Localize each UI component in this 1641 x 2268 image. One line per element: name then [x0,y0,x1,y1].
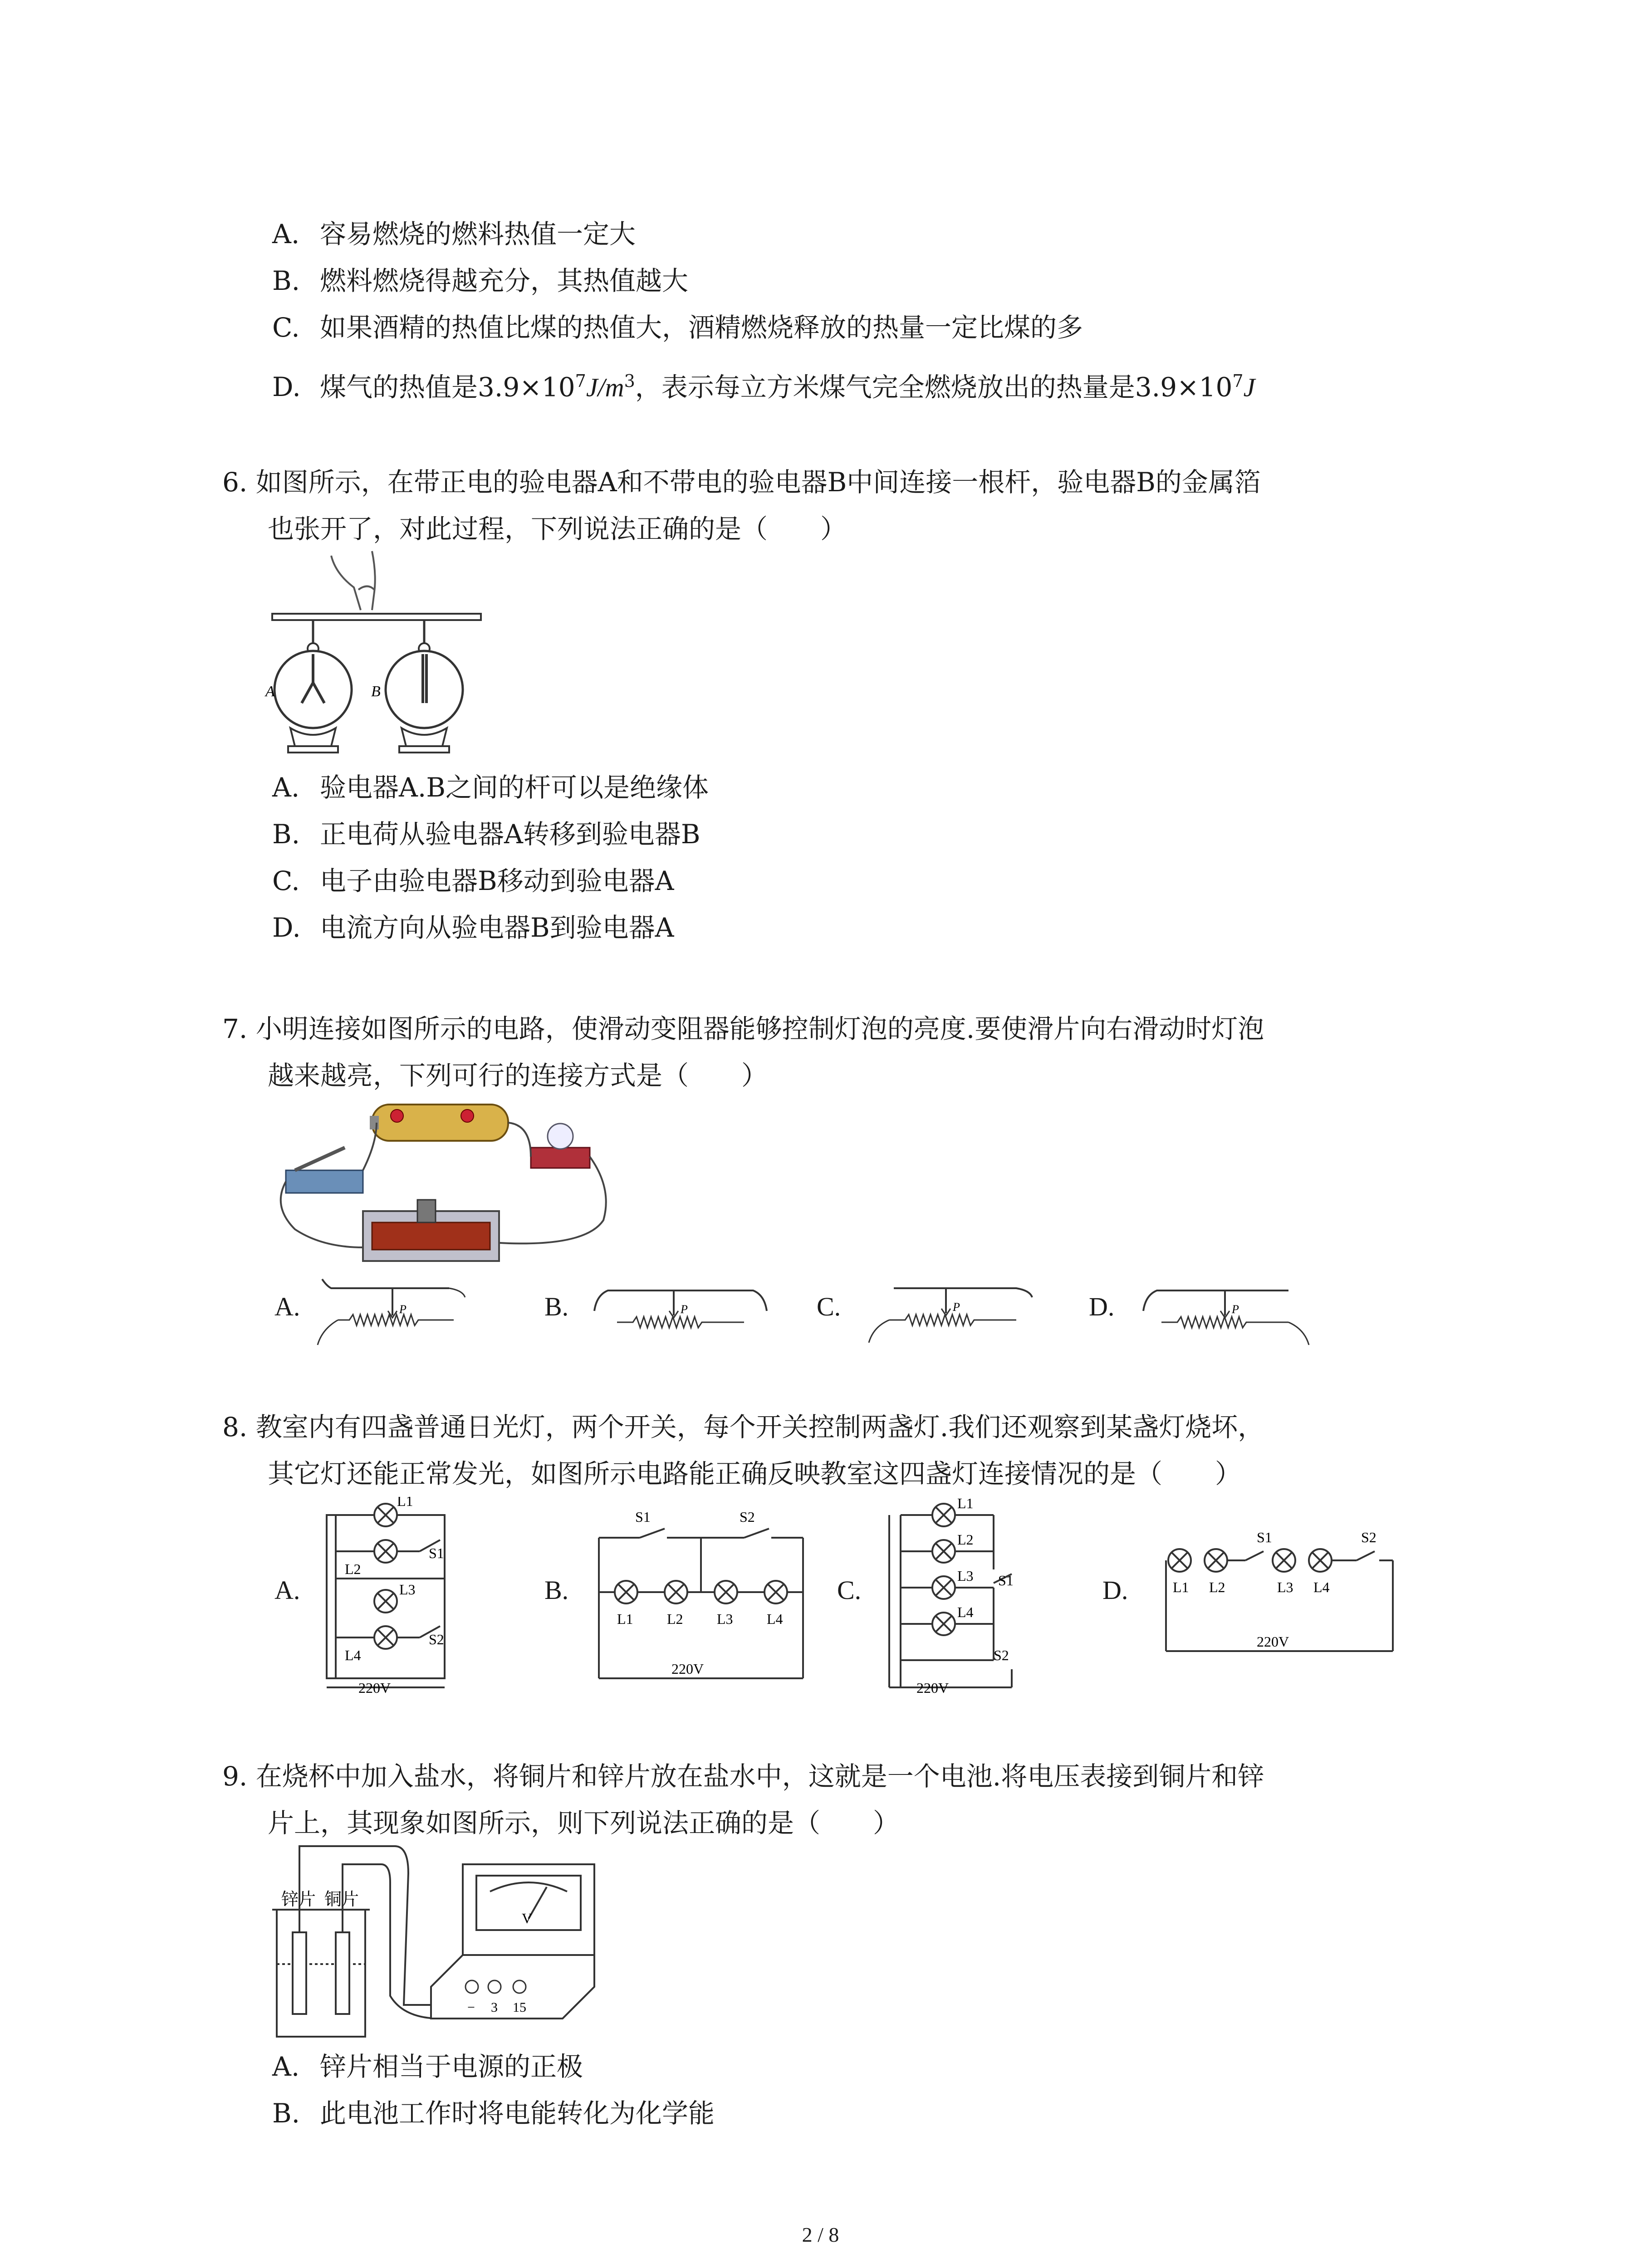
q6-label-a: A [265,683,275,700]
q5-option-a: A. 容易燃烧的燃料热值一定大 [272,219,636,249]
svg-text:L3: L3 [957,1568,974,1584]
svg-text:S1: S1 [635,1509,651,1525]
svg-text:L4: L4 [767,1611,783,1627]
q8-option-a-label: A. [274,1575,300,1605]
svg-text:S2: S2 [994,1647,1009,1663]
q7-option-c-label: C. [817,1292,841,1321]
q5-option-d: D. 煤气的热值是$3.9\times 10^7J/m^3$，表示每立方米煤气完全燃烧放出的热量是$3.9\times 10^7J$ [272,371,1255,403]
q8-option-a-circuit [318,1497,472,1696]
q9-option-a: A. 锌片相当于电源的正极 [272,2051,583,2082]
q7-option-c-diagram [862,1270,1043,1347]
svg-text:L1: L1 [617,1611,633,1627]
q7-stem-line1: 7. 小明连接如图所示的电路，使滑动变阻器能够控制灯泡的亮度.要使滑片向右滑动时灯泡 [222,1013,1264,1044]
q9-option-b: B. 此电池工作时将电能转化为化学能 [272,2098,715,2129]
svg-text:L2: L2 [957,1531,974,1548]
q5-option-c: C. 如果酒精的热值比煤的热值大，酒精燃烧释放的热量一定比煤的多 [272,312,1083,343]
q9-stem-line2: 片上，其现象如图所示，则下列说法正确的是（ ） [268,1808,900,1838]
svg-text:220V: 220V [358,1680,391,1696]
q8-stem-line1: 8. 教室内有四盏普通日光灯，两个开关，每个开关控制两盏灯.我们还观察到某盏灯烧坏， [222,1412,1264,1442]
q6-electroscope-figure [263,547,490,773]
svg-text:P: P [681,1303,688,1316]
svg-text:3: 3 [491,2000,498,2015]
svg-text:L3: L3 [717,1611,733,1627]
svg-text:−: − [467,2000,475,2015]
q8-option-c-label: C. [837,1575,862,1605]
svg-text:L4: L4 [345,1647,361,1663]
q6-stem-line2: 也张开了，对此过程，下列说法正确的是（ ） [268,513,847,544]
q8-option-c-circuit [876,1497,1039,1696]
svg-text:220V: 220V [916,1680,949,1696]
svg-text:P: P [1232,1303,1239,1316]
svg-text:S1: S1 [998,1572,1014,1589]
q7-option-a-label: A. [274,1292,300,1321]
q7-option-b-label: B. [544,1292,569,1321]
q7-circuit-photo [268,1098,622,1275]
q5-option-b: B. 燃料燃烧得越充分，其热值越大 [272,265,689,296]
q9-copper-label: 铜片 [324,1890,359,1909]
q6-option-c: C. 电子由验电器B移动到验电器A [272,865,674,896]
q9-battery-voltmeter-figure [268,1837,631,2046]
svg-text:L2: L2 [667,1611,683,1627]
svg-text:L2: L2 [1209,1579,1225,1595]
q7-option-b-diagram [590,1270,771,1347]
q6-stem-line1: 6. 如图所示，在带正电的验电器A和不带电的验电器B中间连接一根杆，验电器B的金属箔 [222,467,1261,498]
svg-text:L4: L4 [1313,1579,1330,1595]
q9-zinc-label: 锌片 [281,1890,316,1909]
svg-text:S2: S2 [429,1631,444,1647]
q6-option-b: B. 正电荷从验电器A转移到验电器B [272,819,700,850]
q7-stem-line2: 越来越亮，下列可行的连接方式是（ ） [268,1060,768,1091]
q8-option-d-label: D. [1102,1575,1128,1605]
q8-stem-line2: 其它灯还能正常发光，如图所示电路能正确反映教室这四盏灯连接情况的是（ ） [268,1458,1242,1489]
svg-text:S2: S2 [740,1509,755,1525]
q9-meter-symbol: V [522,1910,533,1926]
svg-text:15: 15 [513,2000,526,2015]
svg-text:P: P [399,1303,407,1316]
page-number: 2 / 8 [802,2223,839,2246]
q9-stem-line1: 9. 在烧杯中加入盐水，将铜片和锌片放在盐水中，这就是一个电池.将电压表接到铜片和锌 [222,1761,1264,1792]
svg-text:L4: L4 [957,1604,974,1620]
q8-option-b-label: B. [544,1575,569,1605]
svg-text:L3: L3 [1277,1579,1293,1595]
q7-option-d-label: D. [1089,1292,1115,1321]
svg-text:P: P [953,1300,960,1314]
q6-option-d: D. 电流方向从验电器B到验电器A [272,912,674,943]
svg-text:S1: S1 [1257,1529,1272,1545]
q6-option-a: A. 验电器A.B之间的杆可以是绝缘体 [272,772,709,803]
q8-option-b-circuit [590,1501,826,1692]
svg-text:S1: S1 [429,1545,444,1561]
svg-text:220V: 220V [671,1661,704,1677]
q6-label-b: B [371,683,381,700]
svg-text:L1: L1 [1173,1579,1189,1595]
svg-text:220V: 220V [1257,1633,1289,1650]
svg-text:L1: L1 [957,1497,974,1511]
svg-text:L1: L1 [397,1497,413,1509]
q7-option-a-diagram [313,1270,467,1347]
q7-option-d-diagram [1134,1270,1316,1347]
svg-text:L2: L2 [345,1561,361,1577]
svg-text:L3: L3 [399,1581,416,1598]
svg-text:S2: S2 [1361,1529,1376,1545]
q8-option-d-circuit [1157,1515,1411,1669]
